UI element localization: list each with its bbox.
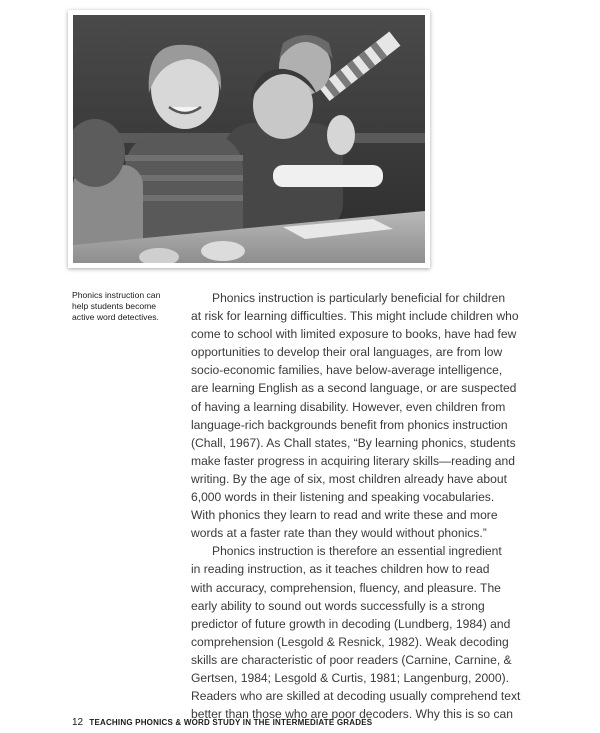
- classroom-photo-image: [73, 15, 425, 263]
- text-line: Phonics instruction is particularly beneficial for children: [212, 291, 506, 305]
- text-line: writing. By the age of six, most children already have about: [191, 471, 507, 486]
- text-line: comprehension (Lesgold & Resnick, 1982). Weak decoding: [191, 634, 509, 649]
- caption-line: Phonics instruction can: [72, 290, 161, 300]
- page-footer: [72, 717, 372, 728]
- text-line: of having a learning disability. However, even children from: [191, 399, 506, 414]
- figure-caption: [72, 290, 182, 323]
- text-line: language-rich backgrounds benefit from phonics instruction: [191, 417, 508, 432]
- running-title: TEACHING PHONICS & WORD STUDY IN THE INTERMEDIATE GRADES: [89, 718, 373, 727]
- text-line: words at a faster rate than they would without phonics.”: [191, 526, 487, 541]
- text-line: opportunities to develop their oral languages, are from low: [191, 345, 503, 360]
- caption-line: active word detectives.: [72, 312, 159, 322]
- classroom-photo: [73, 15, 425, 263]
- caption-line: help students become: [72, 301, 157, 311]
- text-line: are learning English as a second language, or are suspected: [191, 381, 517, 396]
- text-line: make faster progress in acquiring literary skills—reading and: [191, 453, 515, 468]
- text-line: come to school with limited exposure to books, have had few: [191, 327, 517, 342]
- text-line: predictor of future growth in decoding (Lundberg, 1984) and: [191, 616, 511, 631]
- text-line: (Chall, 1967). As Chall states, “By learning phonics, students: [191, 435, 516, 450]
- body-text: [191, 289, 531, 723]
- figure-photo-frame: [68, 10, 430, 268]
- page-number: 12: [72, 717, 84, 728]
- text-line: With phonics they learn to read and write these and more: [191, 508, 498, 523]
- text-line: in reading instruction, as it teaches children how to read: [191, 562, 490, 577]
- text-line: early ability to sound out words successfully is a strong: [191, 598, 485, 613]
- text-line: at risk for learning difficulties. This might include children who: [191, 309, 519, 324]
- text-line: Phonics instruction is therefore an essential ingredient: [212, 544, 502, 559]
- text-line: skills are characteristic of poor readers (Carnine, Carnine, &: [191, 652, 512, 667]
- text-line: with accuracy, comprehension, fluency, and pleasure. The: [191, 580, 501, 595]
- text-line: Gertsen, 1984; Lesgold & Curtis, 1981; Langenburg, 2000).: [191, 670, 510, 685]
- text-line: better than those who are poor decoders. Why this is so can: [191, 707, 514, 722]
- text-line: 6,000 words in their listening and speaking vocabularies.: [191, 490, 495, 505]
- text-line: Readers who are skilled at decoding usually comprehend text: [191, 689, 521, 704]
- text-line: socio-economic families, have below-average intelligence,: [191, 363, 503, 378]
